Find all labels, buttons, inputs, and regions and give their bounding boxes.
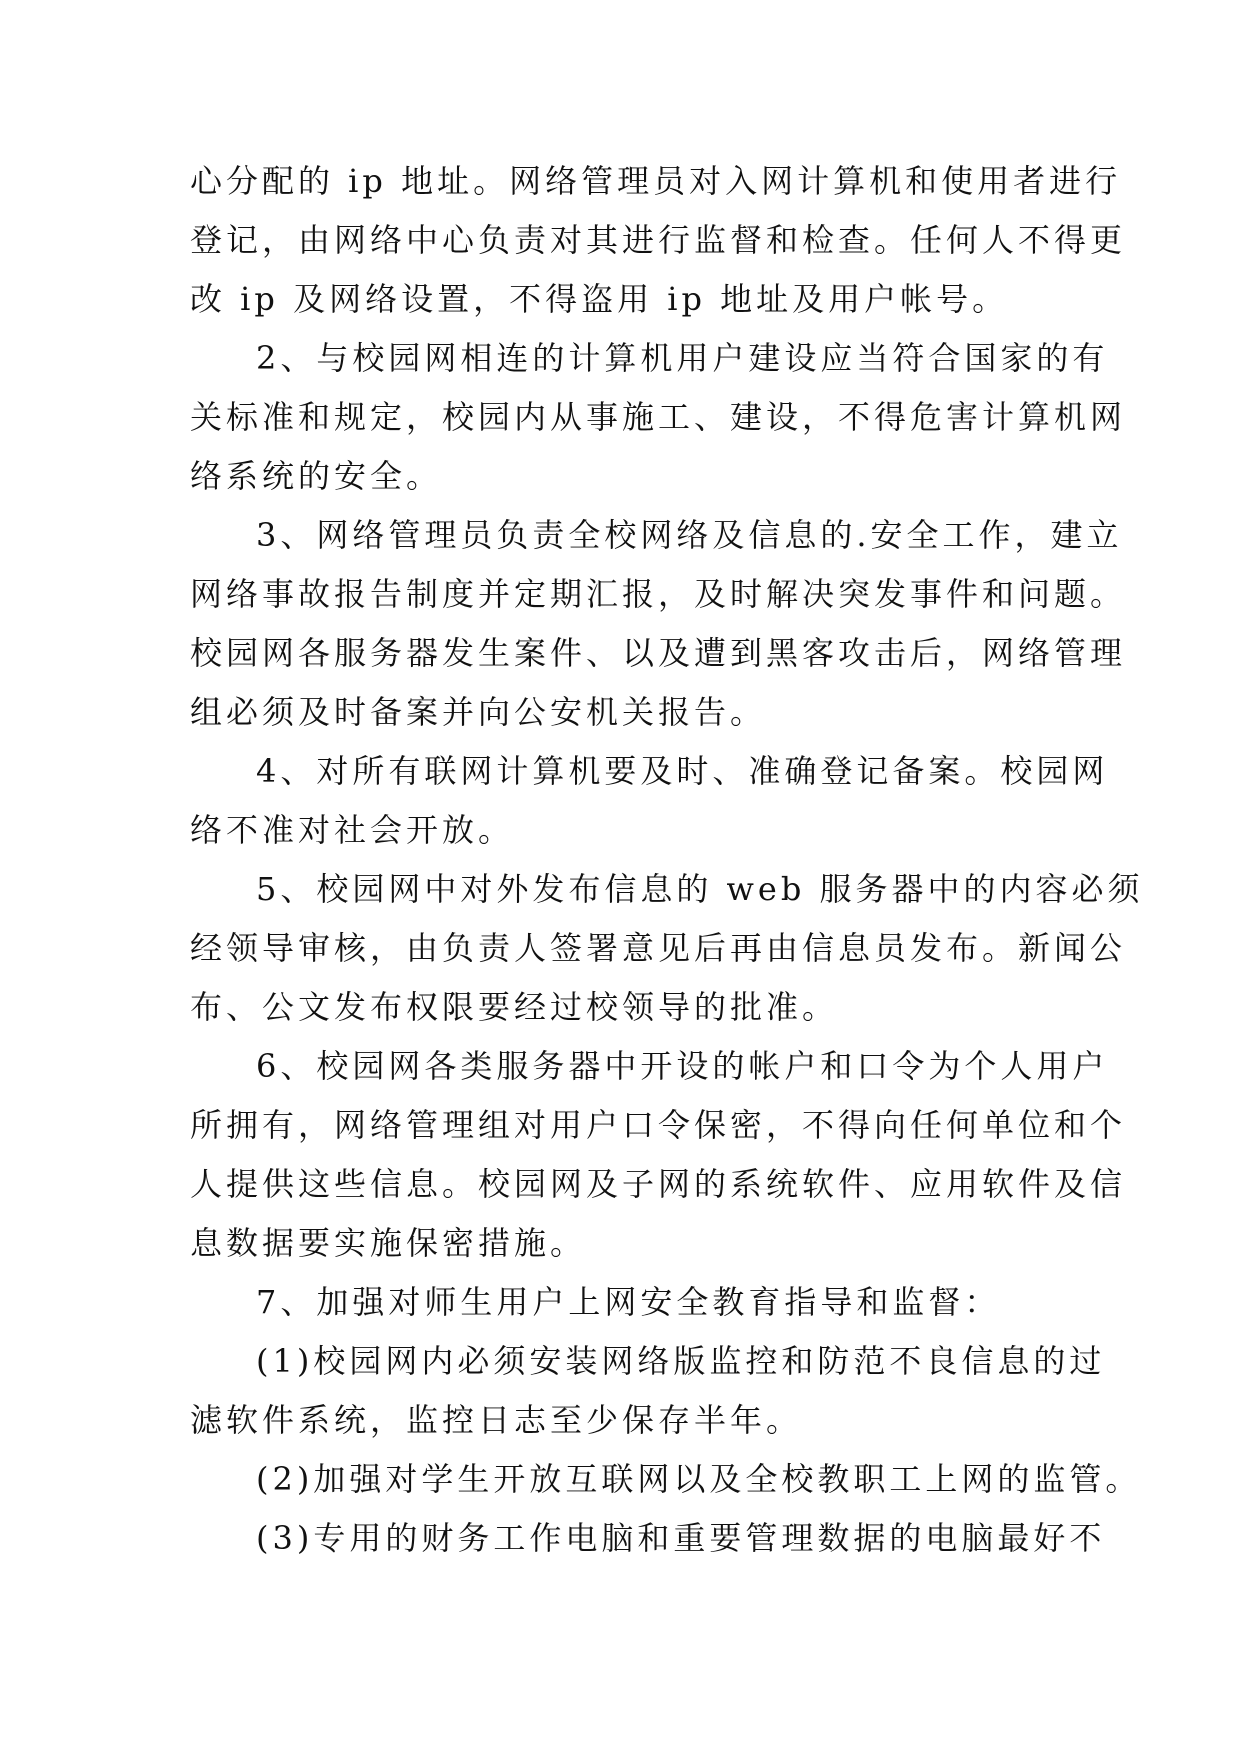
paragraph-3-start: 3、网络管理员负责全校网络及信息的.安全工作，建立 [256, 516, 1123, 554]
paragraph-4-start: 4、对所有联网计算机要及时、准确登记备案。校园网 [256, 752, 1109, 790]
text-line: 布、公文发布权限要经过校领导的批准。 [190, 988, 839, 1026]
text-line: 校园网各服务器发生案件、以及遭到黑客攻击后，网络管理 [190, 634, 1127, 672]
paragraph-5-start: 5、校园网中对外发布信息的 web 服务器中的内容必须 [256, 870, 1144, 908]
subitem-3-start: (3)专用的财务工作电脑和重要管理数据的电脑最好不 [256, 1519, 1106, 1557]
text-line: 组必须及时备案并向公安机关报告。 [190, 693, 767, 731]
text-line: 网络事故报告制度并定期汇报，及时解决突发事件和问题。 [190, 575, 1127, 613]
text-line: 所拥有，网络管理组对用户口令保密，不得向任何单位和个 [190, 1106, 1127, 1144]
text-line: 经领导审核，由负责人签署意见后再由信息员发布。新闻公 [190, 929, 1127, 967]
paragraph-6-start: 6、校园网各类服务器中开设的帐户和口令为个人用户 [256, 1047, 1109, 1085]
text-line: 登记，由网络中心负责对其进行监督和检查。任何人不得更 [190, 221, 1127, 259]
text-line: 络不准对社会开放。 [190, 811, 515, 849]
text-line: 人提供这些信息。校园网及子网的系统软件、应用软件及信 [190, 1165, 1127, 1203]
text-line: 络系统的安全。 [190, 457, 443, 495]
document-body [190, 152, 1144, 1568]
subitem-1-start: (1)校园网内必须安装网络版监控和防范不良信息的过 [256, 1342, 1106, 1380]
text-line: 滤软件系统，监控日志至少保存半年。 [190, 1401, 803, 1439]
text-line: 息数据要实施保密措施。 [190, 1224, 587, 1262]
subitem-2: (2)加强对学生开放互联网以及全校教职工上网的监管。 [256, 1460, 1142, 1498]
text-line: 心分配的 ip 地址。网络管理员对入网计算机和使用者进行 [190, 162, 1122, 200]
text-line: 改 ip 及网络设置，不得盗用 ip 地址及用户帐号。 [190, 280, 1009, 318]
text-line: 关标准和规定，校园内从事施工、建设，不得危害计算机网 [190, 398, 1127, 436]
paragraph-7-start: 7、加强对师生用户上网安全教育指导和监督： [256, 1283, 1001, 1321]
paragraph-2-start: 2、与校园网相连的计算机用户建设应当符合国家的有 [256, 339, 1109, 377]
